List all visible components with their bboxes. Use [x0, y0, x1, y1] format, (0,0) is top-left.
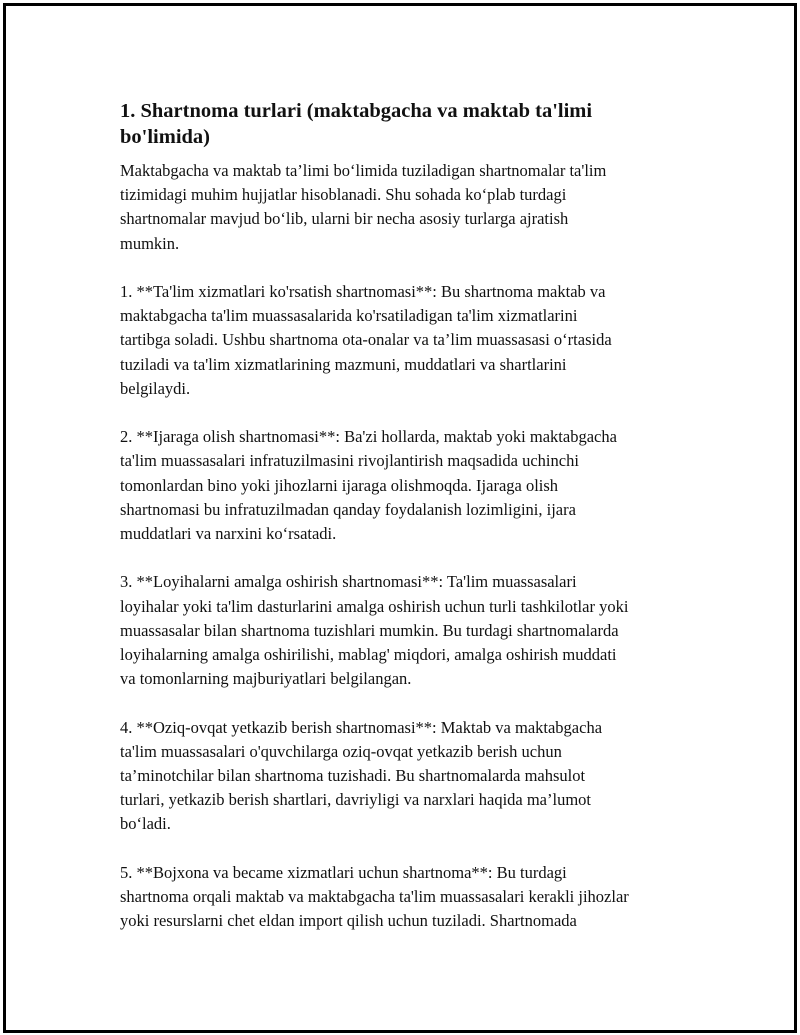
list-item-1-paragraph: 1. **Ta'lim xizmatlari ko'rsatish shartnomasi**: Bu shartnoma maktab va maktabgacha ta'lim muassasalarida ko'rsatiladigan ta'lim xizmatlarini tartibga soladi. Ushbu shartnoma ota-onalar va ta’lim muassasasi o‘rtasida tuziladi va ta'lim xizmatlarining mazmuni, muddatlari va shartlarini belgilaydi. — [120, 282, 612, 398]
paragraph-gap — [120, 691, 700, 715]
section-heading: 1. Shartnoma turlari (maktabgacha va maktab ta'limi bo'limida) — [120, 100, 593, 148]
intro-paragraph: Maktabgacha va maktab ta’limi bo‘limida tuziladigan shartnomalar ta'lim tizimidagi muhim hujjatlar hisoblanadi. Shu sohada ko‘plab turdagi shartnomalar mavjud bo‘lib, ularni bir necha asosiy turlarga ajratish mumkin. — [120, 161, 607, 253]
list-item-5-paragraph: 5. **Bojxona va became xizmatlari uchun shartnoma**: Bu turdagi shartnoma orqali maktab va maktabgacha ta'lim muassasalari kerakli jihozlar yoki resurslarni chet eldan import qilish uchun tuziladi. Shartnomada — [120, 862, 629, 931]
list-item-3-paragraph: 3. **Loyihalarni amalga oshirish shartnomasi**: Ta'lim muassasalari loyihalar yoki ta'lim dasturlarini amalga oshirish uchun turli tashkilotlar yoki muassasalar bilan shartnoma tuzishlari mumkin. Bu turdagi shartnomalarda loyihalarning amalga oshirilishi, mablag' miqdori, amalga oshirish muddati va tomonlarning majburiyatlari belgilangan. — [120, 572, 629, 689]
list-item-4-paragraph: 4. **Oziq-ovqat yetkazib berish shartnomasi**: Maktab va maktabgacha ta'lim muassasalari o'quvchilarga oziq-ovqat yetkazib berish uchun ta’minotchilar bilan shartnoma tuzishadi. Bu shartnomalarda mahsulot turlari, yetkazib berish shartlari, davriyligi va narxlari haqida ma’lumot bo‘ladi. — [120, 717, 603, 834]
paragraph-gap — [120, 256, 700, 280]
document-page — [3, 3, 797, 1033]
paragraph-gap — [120, 837, 700, 861]
list-item-2-paragraph: 2. **Ijaraga olish shartnomasi**: Ba'zi hollarda, maktab yoki maktabgacha ta'lim muassasalari infratuzilmasini rivojlantirish maqsadida uchinchi tomonlardan bino yoki jihozlarni ijaraga olishmoqda. Ijaraga olish shartnomasi bu infratuzilmadan qanday foydalanish lozimligini, ijara muddatlari va narxini ko‘rsatadi. — [120, 427, 617, 544]
paragraph-gap — [120, 401, 700, 425]
paragraph-gap — [120, 546, 700, 570]
document-body — [120, 98, 700, 933]
